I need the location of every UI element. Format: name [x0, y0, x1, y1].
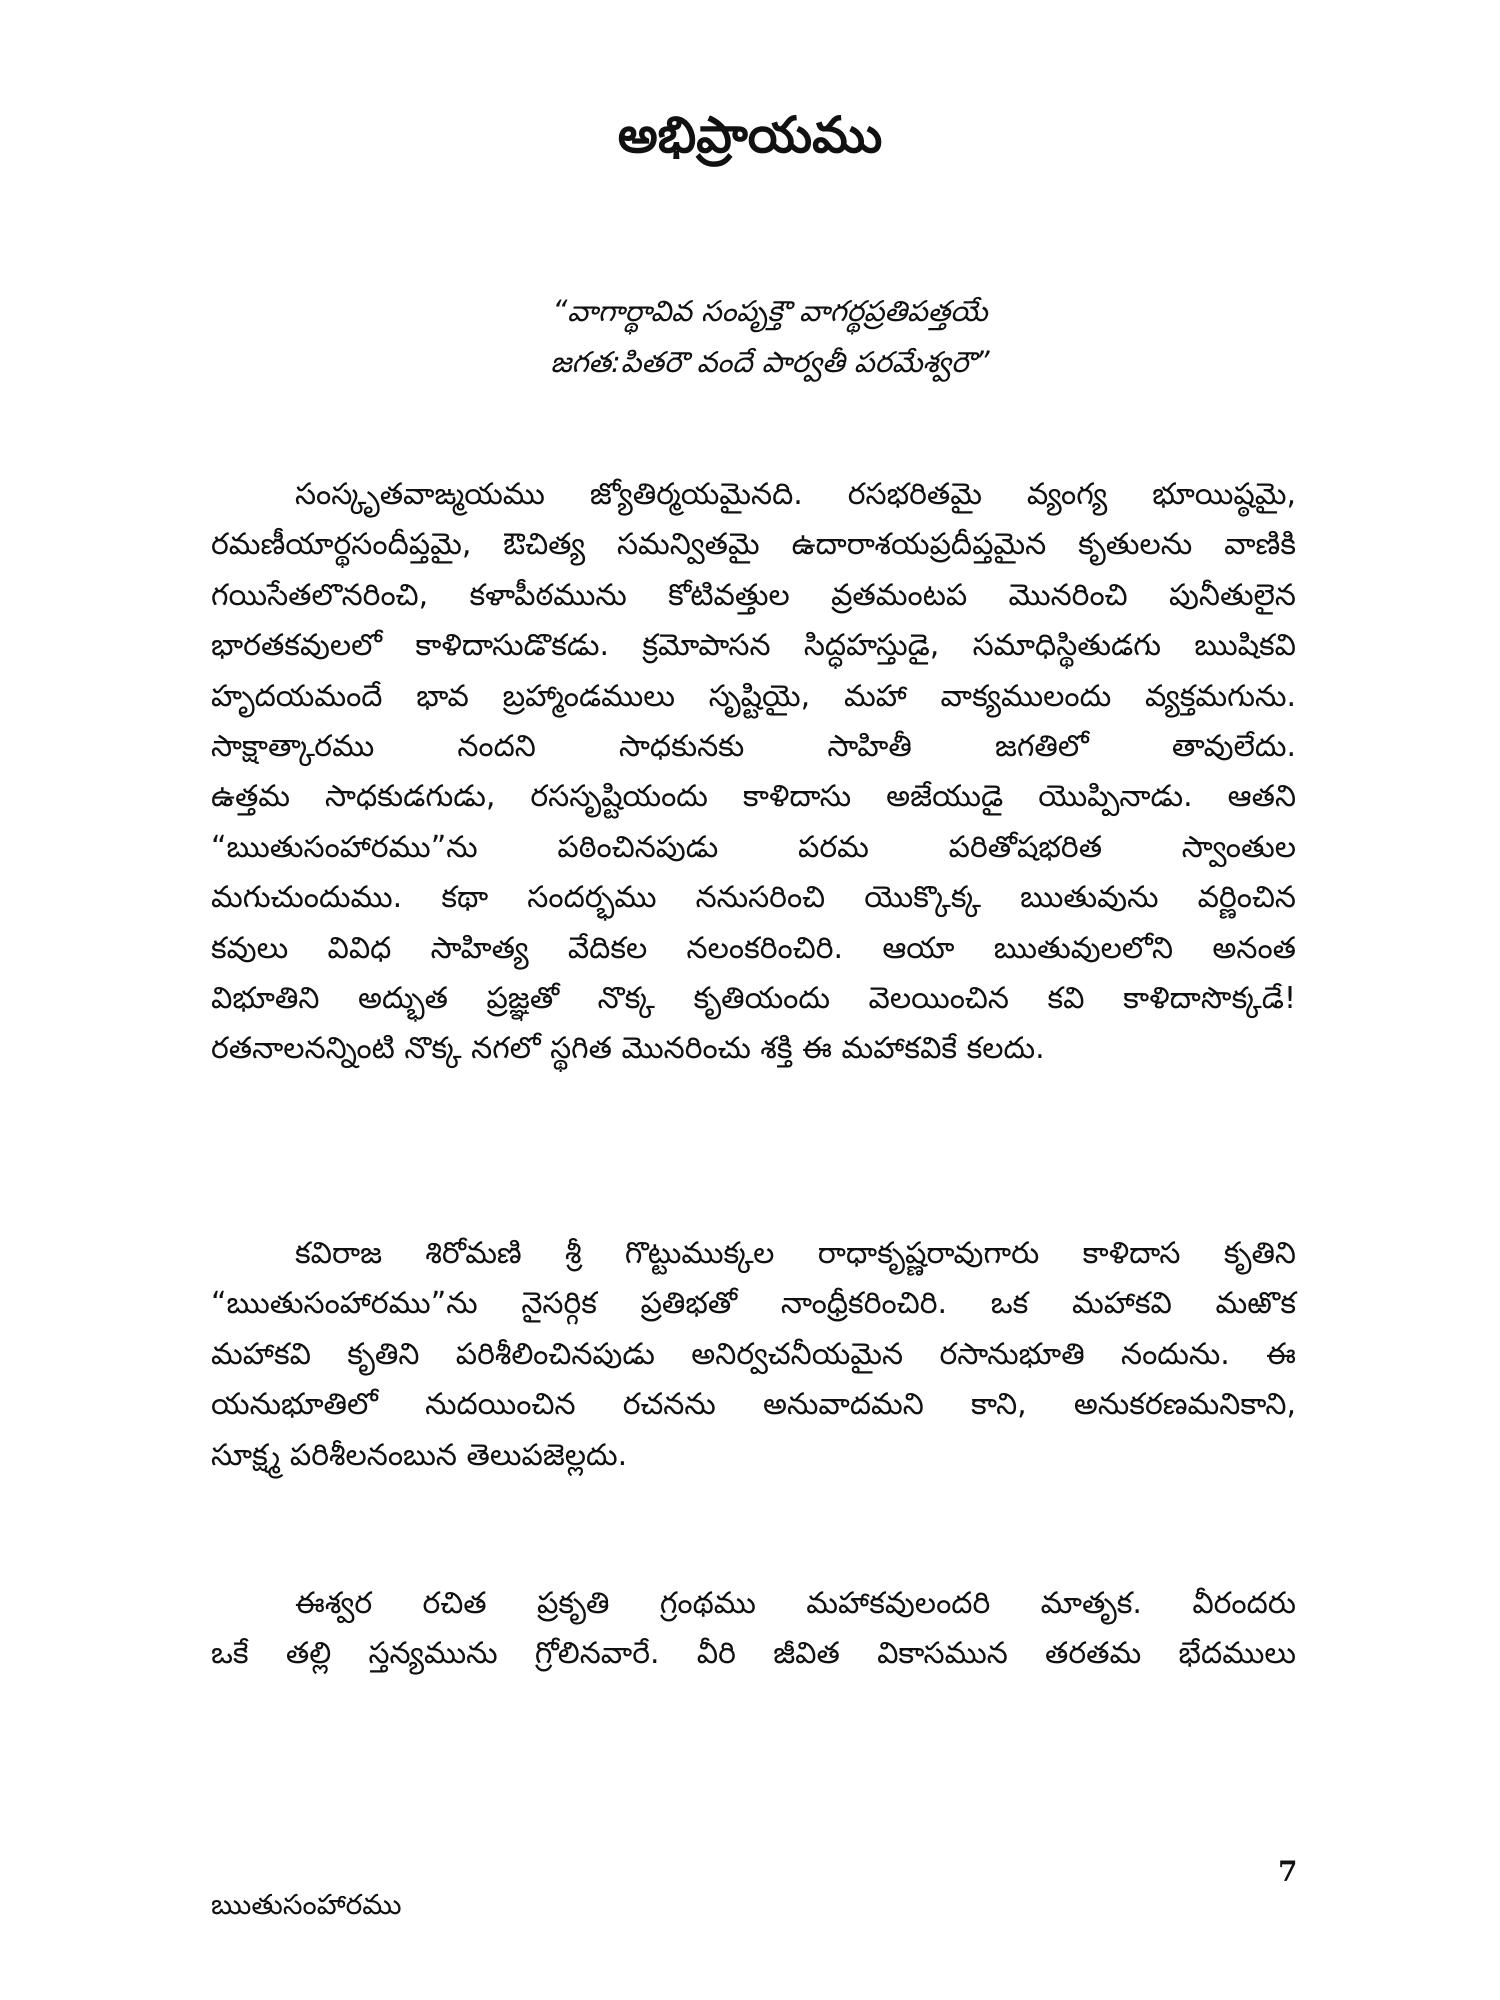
text-line: యనుభూతిలో నుదయించిన రచనను అనువాదమని కాని, అనుకరణమనికాని, — [211, 1387, 1296, 1423]
text-line: కవిరాజ శిరోమణి శ్రీ గొట్టుముక్కల రాధాకృష్ణరావుగారు కాళిదాస కృతిని — [295, 1236, 1296, 1271]
quote-line: జగత:పితరౌ వందే పార్వతీ పరమేశ్వరౌ” — [550, 345, 990, 379]
epigraph-quote — [470, 286, 1070, 388]
text-line: భారతకవులలో కాళిదాసుడొకడు. క్రమోపాసన సిద్ధహస్తుడై, సమాధిస్థితుడగు ఋషికవి — [211, 628, 1296, 664]
paragraph-1 — [211, 470, 1296, 1075]
footer-book-title: ఋతుసంహారము — [211, 1888, 402, 1921]
text-line: మహాకవి కృతిని పరిశీలించినపుడు అనిర్వచనీయమైన రసానుభూతి నందును. ఈ — [211, 1336, 1296, 1372]
page-number: 7 — [1278, 1855, 1298, 1888]
text-line: సంస్కృతవాఙ్మయము జ్యోతిర్మయమైనది. రసభరితమై వ్యంగ్య భూయిష్ఠమై, — [295, 477, 1296, 512]
text-line: ఉత్తమ సాధకుడగుడు, రససృష్టియందు కాళిదాసు అజేయుడై యొప్పినాడు. ఆతని — [211, 779, 1296, 815]
text-line: రతనాలనన్నింటి నొక్క నగలో స్థగిత మొనరించు శక్తి ఈ మహాకవికే కలదు. — [211, 1031, 1045, 1067]
text-line: విభూతిని అద్భుత ప్రజ్ఞతో నొక్క కృతియందు వెలయించిన కవి కాళిదాసొక్కడే! — [211, 981, 1296, 1017]
text-line: ఈశ్వర రచిత ప్రకృతి గ్రంథము మహాకవులందరి మాతృక. వీరందరు — [295, 1586, 1296, 1621]
paragraph-3 — [211, 1579, 1296, 1680]
paragraph-2 — [211, 1229, 1296, 1481]
text-line: గయిసేతలొనరించి, కళాపీఠమును కోటివత్తుల వ్రతమంటప మొనరించి పునీతులైన — [211, 577, 1296, 613]
text-line: హృదయమందే భావ బ్రహ్మాండములు సృష్టియై, మహా వాక్యములందు వ్యక్తమగును. — [211, 678, 1296, 714]
text-line: “ఋతుసంహారము”ను పఠించినపుడు పరమ పరితోషభరిత స్వాంతుల — [211, 829, 1296, 865]
text-line: సాక్షాత్కారము నందని సాధకునకు సాహితీ జగతిలో తావులేదు. — [211, 729, 1296, 765]
quote-line: “వాగార్థావివ సంపృక్తౌ వాగర్థప్రతిపత్తయే — [552, 294, 988, 328]
text-line: రమణీయార్థసందీప్తమై, ఔచిత్య సమన్వితమై ఉదారాశయప్రదీప్తమైన కృతులను వాణికి — [211, 527, 1296, 563]
text-line: సూక్ష్మ పరిశీలనంబున తెలుపజెల్లదు. — [211, 1437, 628, 1473]
text-line: కవులు వివిధ సాహిత్య వేదికల నలంకరించిరి. ఆయా ఋతువులలోని అనంత — [211, 930, 1296, 966]
page-title: అభిప్రాయము — [617, 106, 883, 164]
text-line: “ఋతుసంహారము”ను నైసర్గిక ప్రతిభతో నాంధ్రీకరించిరి. ఒక మహాకవి మఱొక — [211, 1286, 1296, 1322]
text-line: మగుచుందుము. కథా సందర్భము ననుసరించి యొక్కొక్క ఋతువును వర్ణించిన — [211, 880, 1296, 916]
text-line: ఒకే తల్లి స్తన్యమును గ్రోలినవారే. వీరి జీవిత వికాసమున తరతమ భేదములు — [211, 1636, 1296, 1672]
